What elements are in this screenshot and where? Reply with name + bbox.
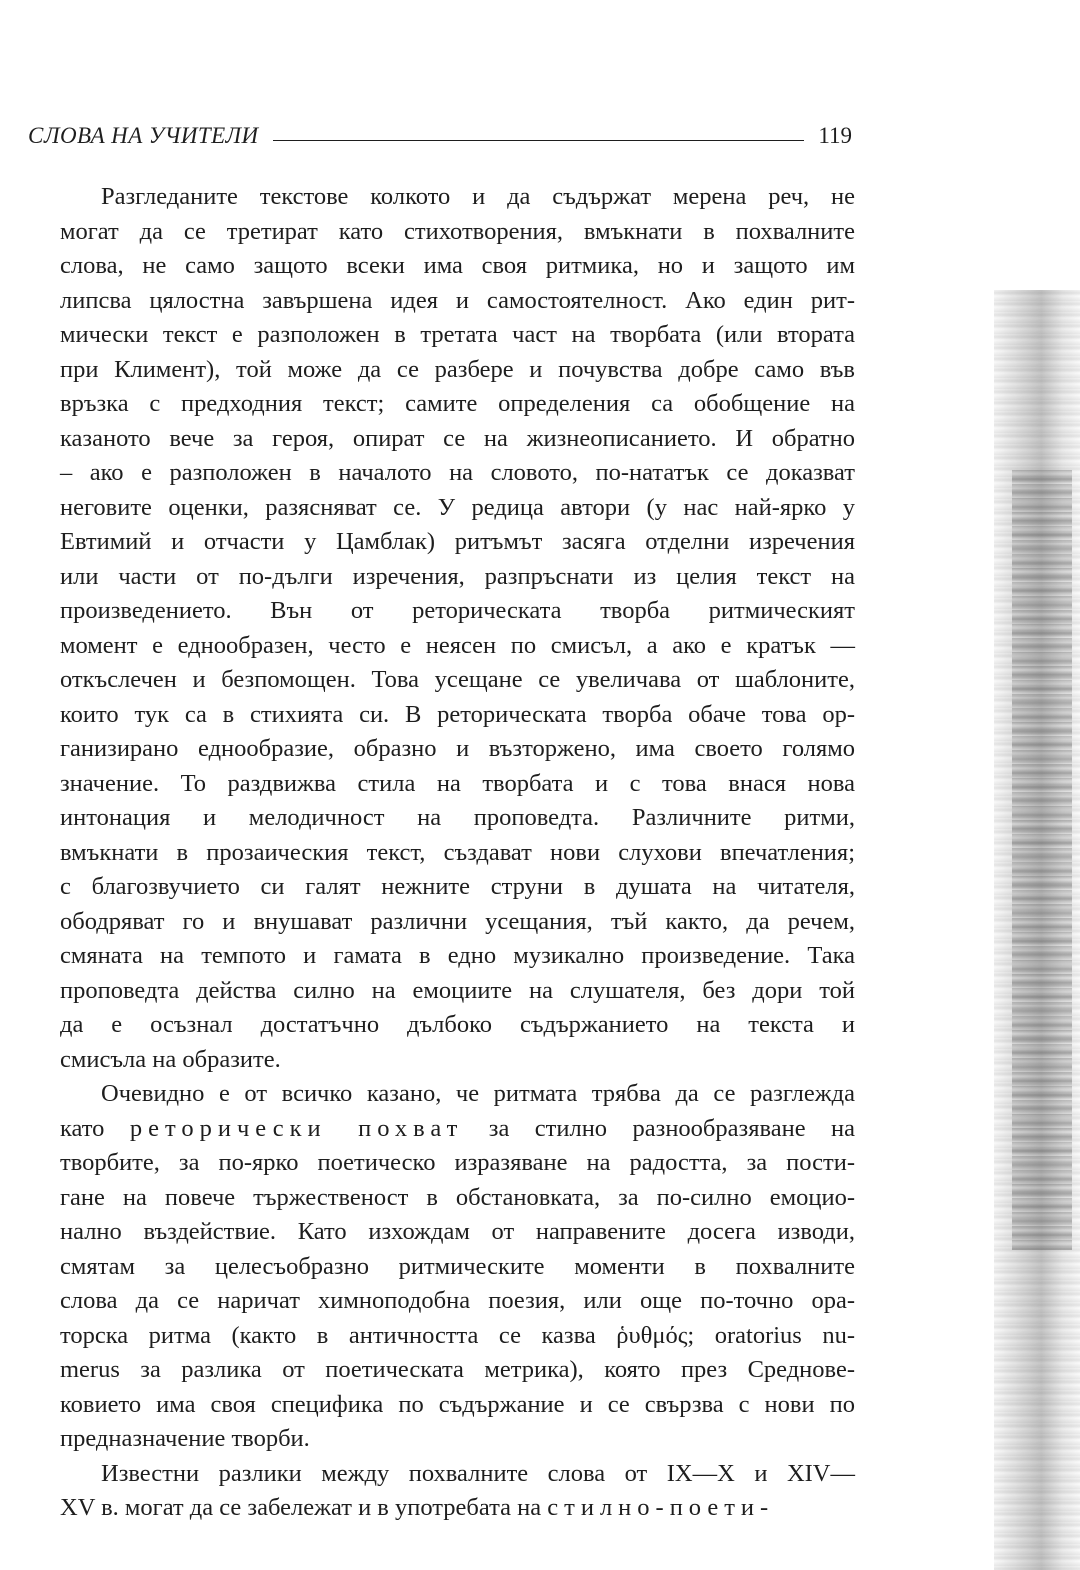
header-rule — [273, 140, 805, 141]
header-title: СЛОВА НА УЧИТЕЛИ — [28, 123, 259, 148]
text-line: липсва цялостна завършена идея и самостоятелност. Ако един рит- — [60, 286, 855, 314]
text-line: момент е еднообразен, често е неясен по смисъл, а ако е кратък — — [60, 631, 855, 659]
text-line: гане на повече тържественост в обстановката, за по-силно емоцио- — [60, 1183, 855, 1211]
text-line: Очевидно е от всичко казано, че ритмата трябва да се разглежда — [101, 1080, 855, 1107]
text-line: връзка с предходния текст; самите определения са обобщение на — [60, 390, 855, 417]
spaced-emphasis: реторически похват — [129, 1114, 464, 1142]
text-line: произведението. Вън от реторическата творба ритмическият — [60, 597, 855, 624]
text-line: смяната на темпото и гамата в едно музикално произведение. Така — [60, 942, 855, 969]
text-line: merus за разлика от поетическата метрика), която през Среднове- — [60, 1356, 855, 1383]
page-number: 119 — [818, 123, 852, 148]
text-line: нално въздействие. Като изхождам от направените досега изводи, — [60, 1218, 855, 1245]
paragraph-1 — [60, 180, 855, 1077]
text-line: Известни разлики между похвалните слова от IX—X и XIV— — [101, 1459, 855, 1487]
page-body — [60, 180, 855, 1526]
running-header — [28, 118, 852, 154]
text-line: с благозвучието си галят нежните струни в душата на читателя, — [60, 873, 855, 900]
text-line: Евтимий и отчасти у Цамблак) ритъмът засяга отделни изречения — [60, 528, 855, 555]
text-line: да е осъзнал достатъчно дълбоко съдържанието на текста и — [60, 1011, 855, 1038]
text-line: творбите, за по-ярко поетическо изразяване на радостта, за пости- — [60, 1149, 855, 1176]
text-line: торска ритма (както в античността се казва ῥυθμός; oratorius nu- — [60, 1321, 855, 1349]
text-line: ганизирано еднообразие, образно и възторжено, има своето голямо — [60, 735, 855, 762]
text-line: ковието има своя специфика по съдържание и се свързва с нови по — [60, 1390, 855, 1418]
text-line: смятам за целесъобразно ритмическите моменти в похвалните — [60, 1252, 855, 1280]
text-line: предназначение творби. — [60, 1425, 310, 1452]
text-line: ободряват го и внушават различни усещания, тъй както, да речем, — [60, 907, 855, 935]
text-line: – ако е разположен в началото на словото, по-нататък се доказват — [60, 459, 855, 486]
spaced-emphasis: стилно-поети- — [547, 1494, 775, 1521]
text-line: слова, не само защото всеки има своя ритмика, но и защото им — [60, 252, 855, 279]
text-line: проповедта действа силно на емоциите на слушателя, без дори той — [60, 976, 855, 1004]
text-line: смисъла на образите. — [60, 1045, 281, 1073]
paragraph-3 — [60, 1457, 855, 1526]
text-line: Разгледаните текстове колкото и да съдържат мерена реч, не — [101, 183, 855, 210]
text-line: вмъкнати в прозаическия текст, създават нови слухови впечатления; — [60, 838, 855, 866]
text-line: като реторически похват за стилно разнообразяване на — [60, 1114, 856, 1142]
scan-edge-texture — [1012, 470, 1072, 1250]
text-line: интонация и мелодичност на проповедта. Различните ритми, — [60, 804, 855, 831]
text-line: могат да се третират като стихотворения, вмъкнати в похвалните — [60, 217, 855, 245]
text-line: или части от по-дълги изречения, разпръснати из целия текст на — [60, 562, 855, 590]
text-line: мически текст е разположен в третата част на творбата (или втората — [60, 321, 855, 348]
paragraph-2 — [60, 1077, 855, 1457]
text-line: XV в. могат да се забележат и в употребата на стилно-поети- — [60, 1494, 775, 1521]
text-line: които тук са в стихията си. В реторическата творба обаче това ор- — [60, 700, 855, 728]
text-line: слова да се наричат химноподобна поезия, или още по-точно ора- — [60, 1287, 855, 1314]
text-line: неговите оценки, разясняват се. У редица автори (у нас най-ярко у — [60, 493, 855, 521]
text-line: казаното вече за героя, опират се на жизнеописанието. И обратно — [60, 424, 855, 452]
text-line: при Климент), той може да се разбере и почувства добре само във — [60, 355, 855, 383]
text-line: значение. То раздвижва стила на творбата и с това внася нова — [60, 769, 855, 797]
text-line: откъслечен и безпомощен. Това усещане се увеличава от шаблоните, — [60, 666, 855, 693]
